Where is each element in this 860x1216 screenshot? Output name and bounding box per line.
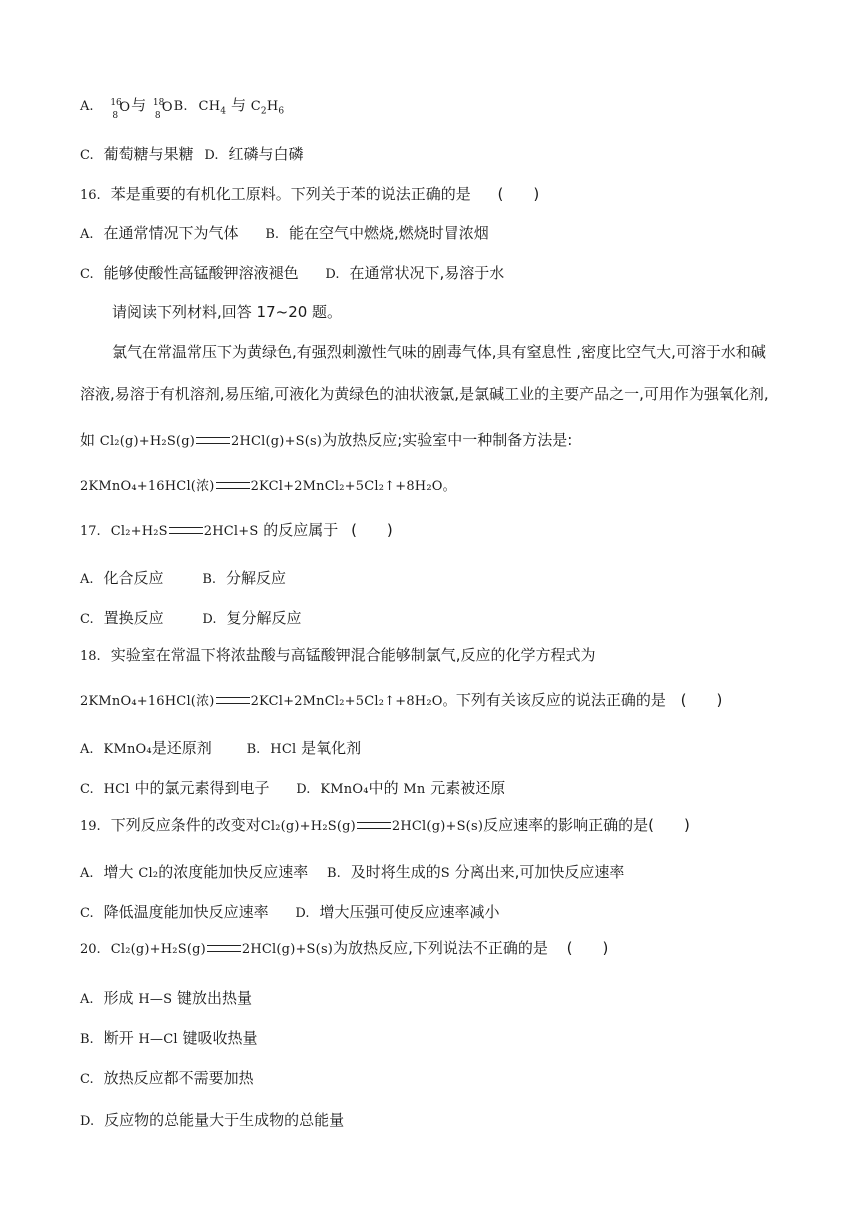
q18-b-text: 是氧化剂	[301, 739, 362, 757]
atomic-number: 8	[154, 110, 161, 121]
q18-stem2: 下列有关该反应的说法正确的是	[455, 691, 666, 709]
q18-b-formula: HCl	[270, 742, 297, 757]
q15-options-ab	[80, 95, 284, 122]
subscript: 2	[260, 106, 267, 117]
equation-reactants: 2KMnO₄+16HCl(浓)	[80, 694, 215, 709]
q18-equation-line	[80, 690, 722, 712]
subscript: 6	[278, 106, 285, 117]
q20-option-b	[80, 1028, 258, 1050]
q20-option-c	[80, 1068, 254, 1090]
q16-number: 16.	[80, 188, 101, 203]
q16-d-label: D.	[325, 267, 340, 282]
q17-d-label: D.	[202, 612, 217, 627]
q18-number: 18.	[80, 649, 101, 664]
q15-b-and: 与	[230, 96, 246, 114]
q17-a-text: 化合反应	[103, 569, 164, 587]
isotope-o16	[108, 96, 130, 121]
q17-number: 17.	[80, 524, 101, 539]
q16-answer-paren: ( )	[497, 185, 540, 203]
q16-stem	[80, 184, 539, 206]
q17-answer-paren: ( )	[351, 521, 393, 539]
q19-a-text2: 的浓度能加快反应速率	[158, 863, 309, 881]
material-paragraph-line4	[80, 475, 456, 497]
q19-d-label: D.	[295, 906, 310, 921]
q18-c-formula: HCl	[103, 782, 130, 797]
q16-d-text: 在通常状况下,易溶于水	[349, 264, 505, 282]
q17-b-text: 分解反应	[226, 569, 287, 587]
q20-number: 20.	[80, 942, 101, 957]
q17-stem-suffix: 的反应属于	[263, 521, 339, 539]
q19-c-label: C.	[80, 906, 94, 921]
q17-c-label: C.	[80, 612, 94, 627]
q16-a-label: A.	[80, 227, 94, 242]
equation-products: 2KCl+2MnCl₂+5Cl₂↑+8H₂O。	[250, 479, 456, 494]
q17-d-text: 复分解反应	[226, 609, 302, 627]
material-intro: 请阅读下列材料,回答 17~20 题。	[112, 303, 343, 321]
q18-answer-paren: ( )	[680, 691, 723, 709]
q18-d-text1: 中的	[368, 779, 399, 797]
q17-stem	[80, 520, 393, 542]
material-p3-suffix: 为放热反应;实验室中一种制备方法是:	[322, 431, 573, 449]
equals-sign	[196, 437, 230, 444]
material-paragraph-line1: 氯气在常温常压下为黄绿色,有强烈刺激性气味的剧毒气体,具有窒息性 ,密度比空气大,可溶于水和碱	[112, 343, 766, 361]
equation-products: 2HCl+S	[203, 524, 259, 539]
q18-a-formula: KMnO₄	[103, 742, 152, 757]
equals-sign	[169, 527, 203, 534]
q18-options-ab	[80, 738, 361, 760]
q17-options-cd	[80, 608, 302, 630]
q15-d-label: D.	[204, 148, 219, 163]
q20-option-a	[80, 988, 252, 1010]
q18-b-label: B.	[246, 742, 261, 757]
q15-d-text: 红磷与白磷	[228, 145, 304, 163]
q20-d-text: 反应物的总能量大于生成物的总能量	[104, 1111, 345, 1129]
q16-options-ab	[80, 223, 489, 245]
q18-a-label: A.	[80, 742, 94, 757]
q20-stem-suffix: 为放热反应,下列说法不正确的是	[333, 939, 548, 957]
formula-text: CH	[198, 99, 221, 114]
q18-d-formula2: Mn	[403, 782, 426, 797]
q16-stem-text: 苯是重要的有机化工原料。下列关于苯的说法正确的是	[110, 185, 471, 203]
q20-c-label: C.	[80, 1072, 94, 1087]
q18-d-text2: 元素被还原	[430, 779, 506, 797]
material-p3-prefix: 如	[80, 431, 96, 449]
q16-c-label: C.	[80, 267, 94, 282]
q19-b-formula: S	[440, 866, 450, 881]
q19-stem-prefix: 下列反应条件的改变对	[110, 816, 261, 834]
equation-products: 2KCl+2MnCl₂+5Cl₂↑+8H₂O。	[250, 694, 456, 709]
atomic-number: 8	[112, 110, 119, 121]
equals-sign	[216, 697, 250, 704]
material-paragraph-line3	[80, 430, 572, 452]
q15-b-label: B.	[173, 99, 188, 114]
subscript: 4	[220, 106, 227, 117]
q17-a-label: A.	[80, 572, 94, 587]
q18-d-formula: KMnO₄	[320, 782, 369, 797]
q15-b-formula2	[250, 99, 285, 117]
isotope-o18	[151, 96, 173, 121]
q15-a-and: 与	[131, 96, 147, 114]
q18-stem	[80, 645, 595, 667]
q16-b-text: 能在空气中燃烧,燃烧时冒浓烟	[289, 224, 489, 242]
element-symbol: O	[161, 99, 173, 115]
equation-reactants: 2KMnO₄+16HCl(浓)	[80, 479, 215, 494]
equation-products: 2HCl(g)+S(s)	[391, 819, 484, 834]
q16-c-text: 能够使酸性高锰酸钾溶液褪色	[103, 264, 299, 282]
q19-number: 19.	[80, 819, 101, 834]
q20-d-label: D.	[80, 1114, 95, 1129]
q15-c-text: 葡萄糖与果糖	[103, 145, 194, 163]
equals-sign	[216, 482, 250, 489]
q15-options-cd	[80, 144, 304, 166]
equation-reactants: Cl₂(g)+H₂S(g)	[260, 819, 356, 834]
q17-options-ab	[80, 568, 286, 590]
q20-b-text2: 键吸收热量	[182, 1029, 258, 1047]
q18-a-text: 是还原剂	[151, 739, 212, 757]
q18-d-label: D.	[296, 782, 311, 797]
q15-a-label: A.	[80, 99, 94, 114]
q20-b-formula: H—Cl	[138, 1032, 178, 1047]
q19-stem-suffix: 反应速率的影响正确的是( )	[483, 816, 690, 834]
q16-b-label: B.	[265, 227, 280, 242]
equals-sign	[357, 822, 391, 829]
q19-a-label: A.	[80, 866, 94, 881]
formula-text: H	[266, 99, 279, 114]
q18-c-text: 中的氯元素得到电子	[134, 779, 270, 797]
equation-reactants: Cl₂(g)+H₂S(g)	[99, 434, 195, 449]
formula-text: C	[250, 99, 261, 114]
material-paragraph-line2: 溶液,易溶于有机溶剂,易压缩,可液化为黄绿色的油状液氯,是氯碱工业的主要产品之一,可用作为强氧化剂,	[80, 385, 769, 403]
q19-b-text1: 及时将生成的	[350, 863, 441, 881]
q19-b-label: B.	[327, 866, 341, 881]
q17-b-label: B.	[202, 572, 217, 587]
q20-option-d	[80, 1110, 344, 1132]
q20-a-label: A.	[80, 992, 94, 1007]
q19-a-formula: Cl₂	[138, 866, 159, 881]
q19-c-text: 降低温度能加快反应速率	[103, 903, 269, 921]
equation-products: 2HCl(g)+S(s)	[241, 942, 334, 957]
q18-stem-text: 实验室在常温下将浓盐酸与高锰酸钾混合能够制氯气,反应的化学方程式为	[110, 646, 596, 664]
equation-products: 2HCl(g)+S(s)	[231, 434, 323, 449]
q19-d-text: 增大压强可使反应速率减小	[319, 903, 500, 921]
q20-answer-paren: ( )	[566, 939, 609, 957]
q20-c-text: 放热反应都不需要加热	[103, 1069, 254, 1087]
q19-options-ab	[80, 862, 624, 884]
equals-sign	[207, 945, 241, 952]
q19-b-text2: 分离出来,可加快反应速率	[454, 863, 625, 881]
mass-number: 16	[110, 97, 122, 108]
q20-a-formula: H—S	[138, 992, 173, 1007]
mass-number: 18	[152, 97, 165, 108]
q15-c-label: C.	[80, 148, 94, 163]
q18-c-label: C.	[80, 782, 94, 797]
q19-stem	[80, 815, 690, 837]
q20-b-label: B.	[80, 1032, 94, 1047]
q20-a-text1: 形成	[103, 989, 134, 1007]
q16-a-text: 在通常情况下为气体	[103, 224, 239, 242]
q19-options-cd	[80, 902, 500, 924]
equation-reactants: Cl₂+H₂S	[110, 524, 168, 539]
element-symbol: O	[119, 99, 130, 115]
q16-options-cd	[80, 263, 504, 285]
equation-reactants: Cl₂(g)+H₂S(g)	[110, 942, 206, 957]
q18-options-cd	[80, 778, 505, 800]
q20-a-text2: 键放出热量	[176, 989, 252, 1007]
q20-stem	[80, 938, 608, 960]
q20-b-text1: 断开	[103, 1029, 134, 1047]
q19-a-text1: 增大	[103, 863, 134, 881]
q15-b-formula1	[198, 99, 227, 117]
q17-c-text: 置换反应	[103, 609, 164, 627]
